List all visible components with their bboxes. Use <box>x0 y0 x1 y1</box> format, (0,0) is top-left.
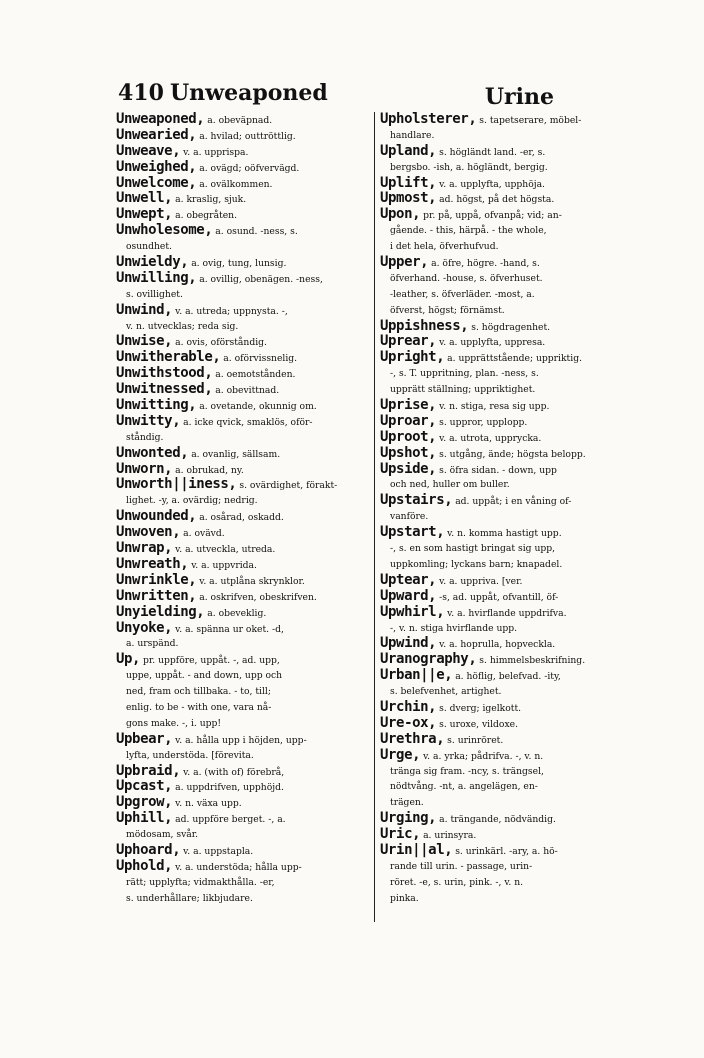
entry-headword: Urge, <box>380 747 421 763</box>
entry-headword: Urging, <box>380 811 437 827</box>
entry-definition: s. uroxe, vildoxe. <box>439 718 518 730</box>
entry-definition: v. a. utplåna skrynklor. <box>199 575 305 587</box>
dictionary-entry <box>116 223 374 239</box>
entry-definition: ad. högst, på det högsta. <box>439 194 555 206</box>
entry-definition: a. ovis, oförståndig. <box>175 337 267 349</box>
dictionary-entry <box>116 779 374 795</box>
entry-headword: Uphill, <box>116 811 173 827</box>
dictionary-entry <box>116 207 374 223</box>
entry-continuation: a. urspänd. <box>126 638 179 650</box>
entry-definition: v. a. upplyfta, uppresa. <box>439 337 546 349</box>
entry-headword: Unwrap, <box>116 541 173 557</box>
dictionary-entry <box>116 525 374 541</box>
entry-headword: Unwell, <box>116 191 173 207</box>
entry-continuation: rande till urin. - passage, urin- <box>390 860 533 872</box>
entry-definition: v. a. (with of) förebrå, <box>183 766 285 778</box>
entry-headword: Upcast, <box>116 779 173 795</box>
entry-definition: a. ovälkommen. <box>199 178 273 190</box>
entry-headword: Unyoke, <box>116 620 173 636</box>
entry-headword: Unwitnessed, <box>116 382 213 398</box>
dictionary-entry <box>380 573 640 589</box>
entry-definition: v. a. hoprulla, hopveckla. <box>439 639 556 651</box>
entry-definition: a. oemotstånden. <box>215 369 296 381</box>
dictionary-entry <box>116 160 374 176</box>
entry-definition: a. höflig, belefvad. -ity, <box>455 671 561 683</box>
entry-headword: Unwitty, <box>116 413 181 429</box>
dictionary-entry <box>116 462 374 478</box>
dictionary-entry <box>380 255 640 271</box>
entry-definition: v. a. utrota, upprycka. <box>439 432 542 444</box>
entry-headword: Unwithstood, <box>116 366 213 382</box>
entry-headword: Ure-ox, <box>380 715 437 731</box>
left-guide-word: Unweaponed <box>170 80 328 106</box>
entry-headword: Unwearied, <box>116 127 197 143</box>
page-header <box>118 80 554 114</box>
dictionary-entry <box>116 382 374 398</box>
entry-continuation: lighet. -y, a. ovärdig; nedrig. <box>126 495 258 507</box>
entry-definition: s. utgång, ände; högsta belopp. <box>439 448 586 460</box>
entry-definition: a. upprättstående; uppriktig. <box>447 353 582 365</box>
dictionary-entry <box>380 827 640 843</box>
entry-definition: a. obeveklig. <box>207 607 267 619</box>
entry-headword: Uprear, <box>380 334 437 350</box>
entry-definition: v. a. uppriva. [ver. <box>439 575 523 587</box>
entry-headword: Upside, <box>380 461 437 477</box>
entry-definition: a. obrukad, ny. <box>175 464 244 476</box>
entry-continuation: -, v. n. stiga hvirflande upp. <box>390 622 518 634</box>
entry-definition: ad. uppåt; i en våning of- <box>455 496 572 508</box>
entry-continuation: upprätt ställning; uppriktighet. <box>390 384 536 396</box>
dictionary-entry <box>116 764 374 780</box>
entry-continuation: v. n. utvecklas; reda sig. <box>126 320 239 332</box>
dictionary-entry <box>116 303 374 319</box>
entry-headword: Unwind, <box>116 302 173 318</box>
entry-definition: a. ovanlig, sällsam. <box>191 448 281 460</box>
dictionary-entry <box>116 859 374 875</box>
dictionary-entry <box>380 112 640 128</box>
dictionary-entry <box>116 811 374 827</box>
entry-continuation: vanföre. <box>390 511 429 523</box>
entry-continuation: tränga sig fram. -ncy, s. trängsel, <box>390 765 544 777</box>
entry-definition: v. a. hvirflande uppdrifva. <box>447 607 567 619</box>
dictionary-entry <box>380 144 640 160</box>
dictionary-entry <box>116 128 374 144</box>
dictionary-entry <box>116 366 374 382</box>
entry-definition: v. a. hålla upp i höjden, upp- <box>175 734 307 746</box>
entry-continuation: rätt; upplyfta; vidmakthålla. -er, <box>126 876 275 888</box>
entry-continuation: öfverst, högst; förnämst. <box>390 304 505 316</box>
entry-headword: Up, <box>116 652 141 668</box>
entry-definition: a. ovig, tung, lunsig. <box>191 258 287 270</box>
entry-headword: Unwreath, <box>116 556 189 572</box>
dictionary-entry <box>380 398 640 414</box>
entry-headword: Upshot, <box>380 445 437 461</box>
entry-definition: s. urinkärl. -ary, a. hö- <box>455 845 558 857</box>
entry-definition: a. trängande, nödvändig. <box>439 814 556 826</box>
entry-headword: Unwitting, <box>116 398 197 414</box>
entry-continuation: handlare. <box>390 129 435 141</box>
entry-continuation: gående. - this, härpå. - the whole, <box>390 225 547 237</box>
entry-definition: a. obegråten. <box>175 210 238 222</box>
entry-definition: pr. på, uppå, ofvanpå; vid; an- <box>423 210 562 222</box>
entry-definition: v. a. uppstapla. <box>183 845 254 857</box>
right-column <box>380 112 640 907</box>
dictionary-entry <box>380 716 640 732</box>
left-column <box>116 112 374 907</box>
dictionary-entry <box>380 732 640 748</box>
column-divider <box>374 112 375 922</box>
entry-definition: a. urinsyra. <box>423 830 477 842</box>
dictionary-entry <box>116 334 374 350</box>
dictionary-entry <box>116 350 374 366</box>
dictionary-entry <box>116 477 374 493</box>
entry-continuation: och ned, huller om buller. <box>390 479 510 491</box>
entry-headword: Unweaponed, <box>116 112 205 127</box>
entry-continuation: röret. -e, s. urin, pink. -, v. n. <box>390 876 524 888</box>
entry-continuation: s. ovillighet. <box>126 288 183 300</box>
dictionary-entry <box>380 319 640 335</box>
dictionary-entry <box>380 350 640 366</box>
entry-continuation: osundhet. <box>126 241 172 253</box>
entry-continuation: trägen. <box>390 797 424 809</box>
entry-definition: a. uppdrifven, upphöjd. <box>175 782 284 794</box>
entry-definition: a. hvilad; outtröttlig. <box>199 130 296 142</box>
entry-definition: s. ovärdighet, förakt- <box>239 480 338 492</box>
dictionary-entry <box>380 843 640 859</box>
entry-definition: ad. uppföre berget. -, a. <box>175 814 286 826</box>
entry-headword: Upbraid, <box>116 763 181 779</box>
entry-headword: Uric, <box>380 827 421 843</box>
entry-headword: Urchin, <box>380 699 437 715</box>
entry-headword: Unwritten, <box>116 588 197 604</box>
entry-headword: Unwelcome, <box>116 175 197 191</box>
entry-definition: a. osund. -ness, s. <box>215 226 298 238</box>
dictionary-entry <box>380 191 640 207</box>
entry-continuation: s. belefvenhet, artighet. <box>390 686 502 698</box>
entry-continuation: i det hela, öfverhufvud. <box>390 241 499 253</box>
entry-headword: Uppishness, <box>380 318 469 334</box>
entry-headword: Uphold, <box>116 858 173 874</box>
dictionary-entry <box>116 573 374 589</box>
entry-continuation: lyfta, understöda. [förevita. <box>126 749 254 761</box>
entry-continuation: pinka. <box>390 892 419 904</box>
entry-headword: Uphoard, <box>116 842 181 858</box>
entry-headword: Uproot, <box>380 429 437 445</box>
dictionary-entry <box>116 191 374 207</box>
dictionary-entry <box>116 112 374 128</box>
entry-headword: Upwind, <box>380 636 437 652</box>
dictionary-entry <box>380 176 640 192</box>
dictionary-entry <box>116 589 374 605</box>
entry-definition: a. ovetande, okunnig om. <box>199 401 317 413</box>
entry-continuation: -, s. en som hastigt bringat sig upp, <box>390 543 556 555</box>
entry-continuation: ned, fram och tillbaka. - to, till; <box>126 686 271 698</box>
dictionary-entry <box>116 144 374 160</box>
entry-headword: Urin||al, <box>380 842 453 858</box>
dictionary-entry <box>116 605 374 621</box>
entry-headword: Unwonted, <box>116 445 189 461</box>
entry-definition: v. a. utreda; uppnysta. -, <box>175 305 288 317</box>
entry-definition: v. a. utveckla, utreda. <box>175 544 276 556</box>
entry-definition: a. osårad, oskadd. <box>199 512 284 524</box>
entry-headword: Upon, <box>380 207 421 223</box>
entry-headword: Uranography, <box>380 652 477 668</box>
entry-definition: v. n. komma hastigt upp. <box>447 528 562 540</box>
dictionary-entry <box>116 414 374 430</box>
entry-headword: Urethra, <box>380 731 445 747</box>
entry-continuation: bergsbo. -ish, a. högländt, bergig. <box>390 161 548 173</box>
dictionary-entry <box>116 509 374 525</box>
entry-headword: Upright, <box>380 350 445 366</box>
entry-headword: Unworth||iness, <box>116 477 237 493</box>
dictionary-entry <box>380 652 640 668</box>
dictionary-entry <box>380 334 640 350</box>
entry-headword: Unworn, <box>116 461 173 477</box>
entry-headword: Upbear, <box>116 731 173 747</box>
dictionary-entry <box>116 652 374 668</box>
dictionary-entry <box>116 732 374 748</box>
entry-headword: Unwrinkle, <box>116 572 197 588</box>
entry-continuation: enlig. to be - with one, vara nå- <box>126 701 272 713</box>
entry-definition: s. öfra sidan. - down, upp <box>439 464 557 476</box>
dictionary-entry <box>380 493 640 509</box>
entry-definition: v. a. yrka; pådrifva. -, v. n. <box>423 750 544 762</box>
entry-continuation: -, s. T. uppritning, plan. -ness, s. <box>390 368 539 380</box>
entry-definition: s. himmelsbeskrifning. <box>479 655 586 667</box>
entry-definition: a. oskrifven, obeskrifven. <box>199 591 317 603</box>
entry-definition: a. ovägd; oöfvervägd. <box>199 162 300 174</box>
entry-definition: a. öfre, högre. -hand, s. <box>431 258 540 270</box>
dictionary-entry <box>116 541 374 557</box>
entry-definition: v. n. växa upp. <box>175 798 242 810</box>
entry-headword: Upper, <box>380 255 429 271</box>
dictionary-entry <box>116 255 374 271</box>
entry-headword: Upholsterer, <box>380 112 477 127</box>
entry-headword: Unwoven, <box>116 525 181 541</box>
dictionary-entry <box>380 430 640 446</box>
dictionary-entry <box>116 176 374 192</box>
entry-headword: Unwilling, <box>116 270 197 286</box>
entry-definition: s. högdragenhet. <box>471 321 551 333</box>
entry-definition: s. högländt land. -er, s. <box>439 146 546 158</box>
dictionary-entry <box>116 271 374 287</box>
entry-headword: Unyielding, <box>116 604 205 620</box>
entry-definition: v. a. spänna ur oket. -d, <box>175 623 284 635</box>
dictionary-entry <box>116 398 374 414</box>
dictionary-entry <box>380 589 640 605</box>
dictionary-entry <box>380 525 640 541</box>
entry-headword: Upstairs, <box>380 493 453 509</box>
entry-definition: -s, ad. uppåt, ofvantill, öf- <box>439 591 559 603</box>
entry-definition: s. dverg; igelkott. <box>439 702 522 714</box>
entry-headword: Unwitherable, <box>116 350 221 366</box>
entry-headword: Uplift, <box>380 175 437 191</box>
entry-continuation: ståndig. <box>126 431 164 443</box>
entry-definition: v. n. stiga, resa sig upp. <box>439 401 550 413</box>
entry-definition: a. icke qvick, smaklös, oför- <box>183 416 313 428</box>
dictionary-entry <box>380 605 640 621</box>
entry-definition: v. a. understöda; hålla upp- <box>175 861 302 873</box>
entry-headword: Unwounded, <box>116 509 197 525</box>
dictionary-entry <box>380 700 640 716</box>
dictionary-entry <box>380 668 640 684</box>
dictionary-entry <box>116 557 374 573</box>
dictionary-entry <box>380 811 640 827</box>
entry-definition: v. a. upprispa. <box>183 146 249 158</box>
dictionary-entry <box>380 636 640 652</box>
entry-definition: s. tapetserare, möbel- <box>479 115 582 126</box>
entry-headword: Unwieldy, <box>116 255 189 271</box>
entry-continuation: öfverhand. -house, s. öfverhuset. <box>390 272 543 284</box>
entry-headword: Upstart, <box>380 525 445 541</box>
entry-headword: Unwept, <box>116 207 173 223</box>
entry-definition: a. kraslig, sjuk. <box>175 194 247 206</box>
entry-continuation: uppkomling; lyckans barn; knapadel. <box>390 558 563 570</box>
dictionary-entry <box>380 446 640 462</box>
entry-headword: Urban||e, <box>380 668 453 684</box>
entry-definition: v. a. upplyfta, upphöja. <box>439 178 545 190</box>
dictionary-entry <box>380 462 640 478</box>
entry-headword: Upland, <box>380 143 437 159</box>
entry-headword: Uproar, <box>380 413 437 429</box>
entry-headword: Unwise, <box>116 334 173 350</box>
dictionary-entry <box>380 748 640 764</box>
entry-definition: s. uppror, upplopp. <box>439 416 528 428</box>
entry-headword: Unweighed, <box>116 159 197 175</box>
entry-continuation: nödtvång. -nt, a. angelägen, en- <box>390 781 538 793</box>
entry-headword: Unweave, <box>116 143 181 159</box>
page-number: 410 <box>118 80 164 106</box>
entry-definition: a. oförvissnelig. <box>223 353 298 365</box>
entry-definition: a. obevittnad. <box>215 385 280 397</box>
entry-definition: a. ovillig, obenägen. -ness, <box>199 273 323 285</box>
entry-continuation: gons make. -, i. upp! <box>126 717 222 729</box>
entry-definition: a. ovävd. <box>183 528 225 540</box>
entry-headword: Uptear, <box>380 572 437 588</box>
right-guide-word: Urine <box>484 84 554 110</box>
entry-headword: Upgrow, <box>116 795 173 811</box>
dictionary-entry <box>116 795 374 811</box>
entry-definition: v. a. uppvrida. <box>191 559 257 571</box>
entry-headword: Upwhirl, <box>380 604 445 620</box>
entry-continuation: -leather, s. öfverläder. -most, a. <box>390 288 535 300</box>
entry-definition: a. obeväpnad. <box>207 115 273 126</box>
entry-headword: Upmost, <box>380 191 437 207</box>
entry-definition: s. urinröret. <box>447 734 504 746</box>
entry-continuation: uppe, uppåt. - and down, upp och <box>126 670 283 682</box>
dictionary-entry <box>380 207 640 223</box>
entry-headword: Upward, <box>380 588 437 604</box>
entry-continuation: s. underhållare; likbjudare. <box>126 892 253 904</box>
dictionary-entry <box>116 446 374 462</box>
dictionary-entry <box>116 843 374 859</box>
entry-continuation: mödosam, svår. <box>126 829 199 841</box>
dictionary-entry <box>116 621 374 637</box>
entry-headword: Uprise, <box>380 398 437 414</box>
entry-definition: pr. uppföre, uppåt. -, ad. upp, <box>143 655 280 667</box>
dictionary-entry <box>380 414 640 430</box>
entry-headword: Unwholesome, <box>116 223 213 239</box>
